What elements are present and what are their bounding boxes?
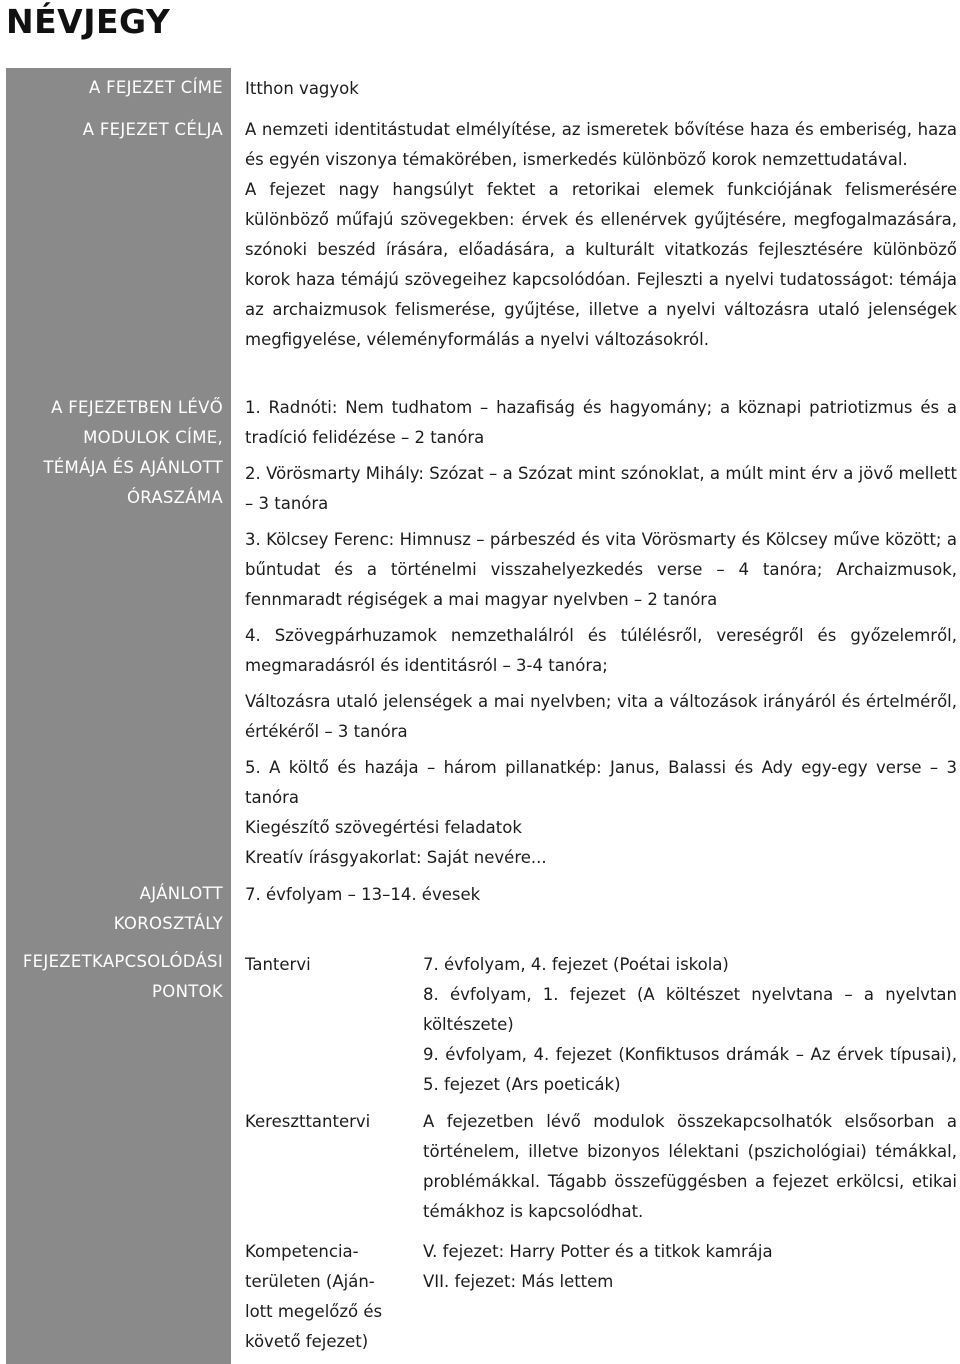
modules-list bbox=[245, 393, 957, 873]
connection-item: V. fejezet: Harry Potter és a titkok kamrája bbox=[423, 1242, 773, 1261]
label-connections-line: FEJEZETKAPCSOLÓDÁSI bbox=[22, 952, 223, 971]
label-modules-line: A FEJEZETBEN LÉVŐ bbox=[51, 398, 223, 417]
label-modules-line: ÓRASZÁMA bbox=[126, 488, 223, 507]
label-chapter-goal: A FEJEZET CÉLJA bbox=[82, 120, 223, 139]
connection-item: 7. évfolyam, 4. fejezet (Poétai iskola) bbox=[423, 955, 729, 974]
module-item: Változásra utaló jelenségek a mai nyelvben; vita a változások irányáról és értelméről, értékéről – 3 tanóra bbox=[245, 692, 957, 741]
label-connections bbox=[23, 947, 223, 1007]
connection-kereszttantervi: A fejezetben lévő modulok összekapcsolhatók elsősorban a történelem, illetve bizonyos lélektani (pszichológiai) témákkal, problémákkal. Tágabb összefüggésben a fejezet erkölcsi, etikai témákhoz is kapcsolódhat. bbox=[423, 1112, 957, 1221]
connection-item: VII. fejezet: Más lettem bbox=[423, 1272, 614, 1291]
connection-tantervi bbox=[423, 950, 957, 1100]
label-age-line: AJÁNLOTT bbox=[139, 884, 223, 903]
connection-label-line: lott megelőző és bbox=[245, 1302, 383, 1321]
chapter-goal bbox=[245, 115, 957, 355]
page-title: NÉVJEGY bbox=[6, 2, 171, 41]
sidebar-panel bbox=[6, 68, 231, 1364]
module-item: 3. Kölcsey Ferenc: Himnusz – párbeszéd és vita Vörösmarty és Kölcsey műve között; a bűntudat és a történelmi visszahelyezkedés verse – 4 tanóra; Archaizmusok, fennmaradt régiségek a mai magyar nyelvben – 2 tanóra bbox=[245, 530, 957, 609]
module-item: Kiegészítő szövegértési feladatok bbox=[245, 818, 522, 837]
connection-item: 8. évfolyam, 1. fejezet (A költészet nyelvtana – a nyelvtan költészete) bbox=[423, 985, 957, 1034]
label-modules-line: TÉMÁJA ÉS AJÁNLOTT bbox=[43, 458, 223, 477]
chapter-goal-paragraph: A nemzeti identitástudat elmélyítése, az ismeretek bővítése haza és emberiség, haza és egyén viszonya témakörében, ismerkedés különböző korok nemzettudatával. bbox=[245, 120, 957, 169]
connection-label-kompetencia bbox=[245, 1237, 415, 1357]
connection-label-line: követő fejezet) bbox=[245, 1332, 369, 1351]
label-age-line: KOROSZTÁLY bbox=[113, 914, 223, 933]
connection-label-line: Kompetencia- bbox=[245, 1242, 359, 1261]
connection-label-tantervi: Tantervi bbox=[245, 955, 311, 974]
module-item: 4. Szövegpárhuzamok nemzethalálról és túlélésről, vereségről és győzelemről, megmaradásról és identitásról – 3-4 tanóra; bbox=[245, 626, 957, 675]
module-item: Kreatív írásgyakorlat: Saját nevére... bbox=[245, 848, 547, 867]
chapter-title-value: Itthon vagyok bbox=[245, 79, 359, 98]
connection-kompetencia bbox=[423, 1237, 957, 1297]
age-group-value: 7. évfolyam – 13–14. évesek bbox=[245, 885, 481, 904]
label-age-group bbox=[114, 879, 223, 939]
connection-label-kereszttantervi: Kereszttantervi bbox=[245, 1112, 371, 1131]
label-chapter-title: A FEJEZET CÍME bbox=[88, 78, 223, 97]
chapter-goal-paragraph: A fejezet nagy hangsúlyt fektet a retorikai elemek funkciójának felismerésére különböző műfajú szövegekben: érvek és ellenérvek gyűjtésére, megfogalmazására, szónoki beszéd írására, előadására, a kulturált vitatkozás fejlesztésére különböző korok haza témájú szövegeihez kapcsolódóan. Fejleszti a nyelvi tudatosságot: témája az archaizmusok felismerése, gyűjtése, illetve a nyelvi változásra utaló jelenségek megfigyelése, véleményformálás a nyelvi változásokról. bbox=[245, 180, 957, 349]
module-item: 2. Vörösmarty Mihály: Szózat – a Szózat mint szónoklat, a múlt mint érv a jövő mellett – 3 tanóra bbox=[245, 464, 957, 513]
module-item: 1. Radnóti: Nem tudhatom – hazafiság és hagyomány; a köznapi patriotizmus és a tradíció felidézése – 2 tanóra bbox=[245, 398, 957, 447]
label-connections-line: PONTOK bbox=[152, 982, 223, 1001]
module-item: 5. A költő és hazája – három pillanatkép: Janus, Balassi és Ady egy-egy verse – 3 tanóra bbox=[245, 758, 957, 807]
label-modules-line: MODULOK CÍME, bbox=[83, 428, 223, 447]
connection-item: 9. évfolyam, 4. fejezet (Konfiktusos drámák – Az érvek típusai), 5. fejezet (Ars poeticák) bbox=[423, 1045, 957, 1094]
label-modules bbox=[43, 393, 223, 513]
connection-label-line: területen (Aján- bbox=[245, 1272, 375, 1291]
